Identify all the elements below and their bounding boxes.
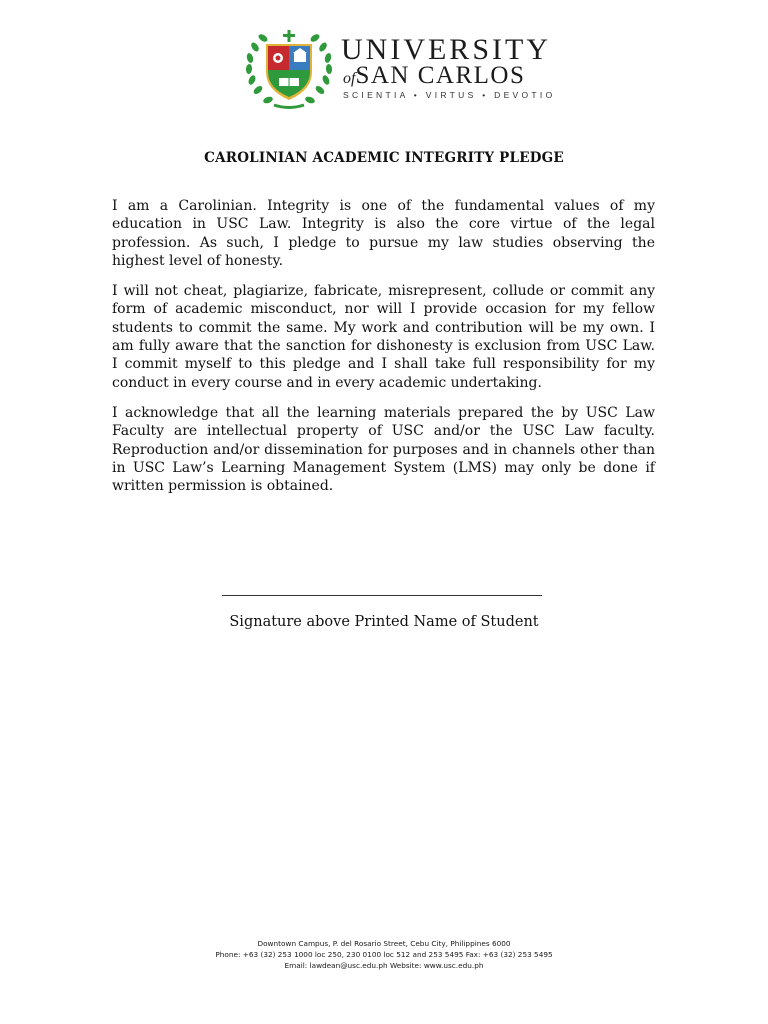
footer-email-website: Email: lawdean@usc.edu.ph Website: www.usc.edu.ph — [284, 961, 484, 970]
university-name-line2 — [343, 62, 558, 93]
pledge-paragraph-1: I am a Carolinian. Integrity is one of the fundamental values of my education in USC Law. Integrity is also the core virtue of the legal profession. As such, I pledge to pursue my law studies observing the highest level of honesty. — [112, 198, 655, 269]
university-logo — [244, 28, 554, 110]
university-motto: SCIENTIA • VIRTUS • DEVOTIO — [343, 90, 556, 100]
document-title: CAROLINIAN ACADEMIC INTEGRITY PLEDGE — [204, 150, 564, 166]
page-footer — [0, 938, 768, 971]
signature-line — [222, 595, 542, 596]
pledge-paragraph-3: I acknowledge that all the learning materials prepared the by USC Law Faculty are intellectual property of USC and/or the USC Law faculty. Reproduction and/or dissemination for purposes and in channels other than in USC Law’s Learning Management System (LMS) may only be done if written permission is obtained. — [112, 404, 655, 495]
university-seal-icon — [244, 28, 334, 110]
university-name-san-carlos: SAN CARLOS — [355, 62, 526, 89]
university-wordmark — [341, 34, 556, 104]
signature-label: Signature above Printed Name of Student — [229, 614, 539, 630]
footer-phone: Phone: +63 (32) 253 1000 loc 250, 230 0100 loc 512 and 253 5495 Fax: +63 (32) 253 5495 — [215, 950, 553, 959]
university-name-of: of — [343, 70, 356, 87]
footer-address: Downtown Campus, P. del Rosario Street, Cebu City, Philippines 6000 — [257, 939, 511, 948]
pledge-body — [112, 197, 655, 507]
university-name-line1: UNIVERSITY — [341, 33, 551, 66]
pledge-paragraph-2: I will not cheat, plagiarize, fabricate, misrepresent, collude or commit any form of academic misconduct, nor will I provide occasion for my fellow students to commit the same. My work and contribution will be my own. I am fully aware that the sanction for dishonesty is exclusion from USC Law. I commit myself to this pledge and I shall take full responsibility for my conduct in every course and in every academic undertaking. — [112, 283, 655, 391]
